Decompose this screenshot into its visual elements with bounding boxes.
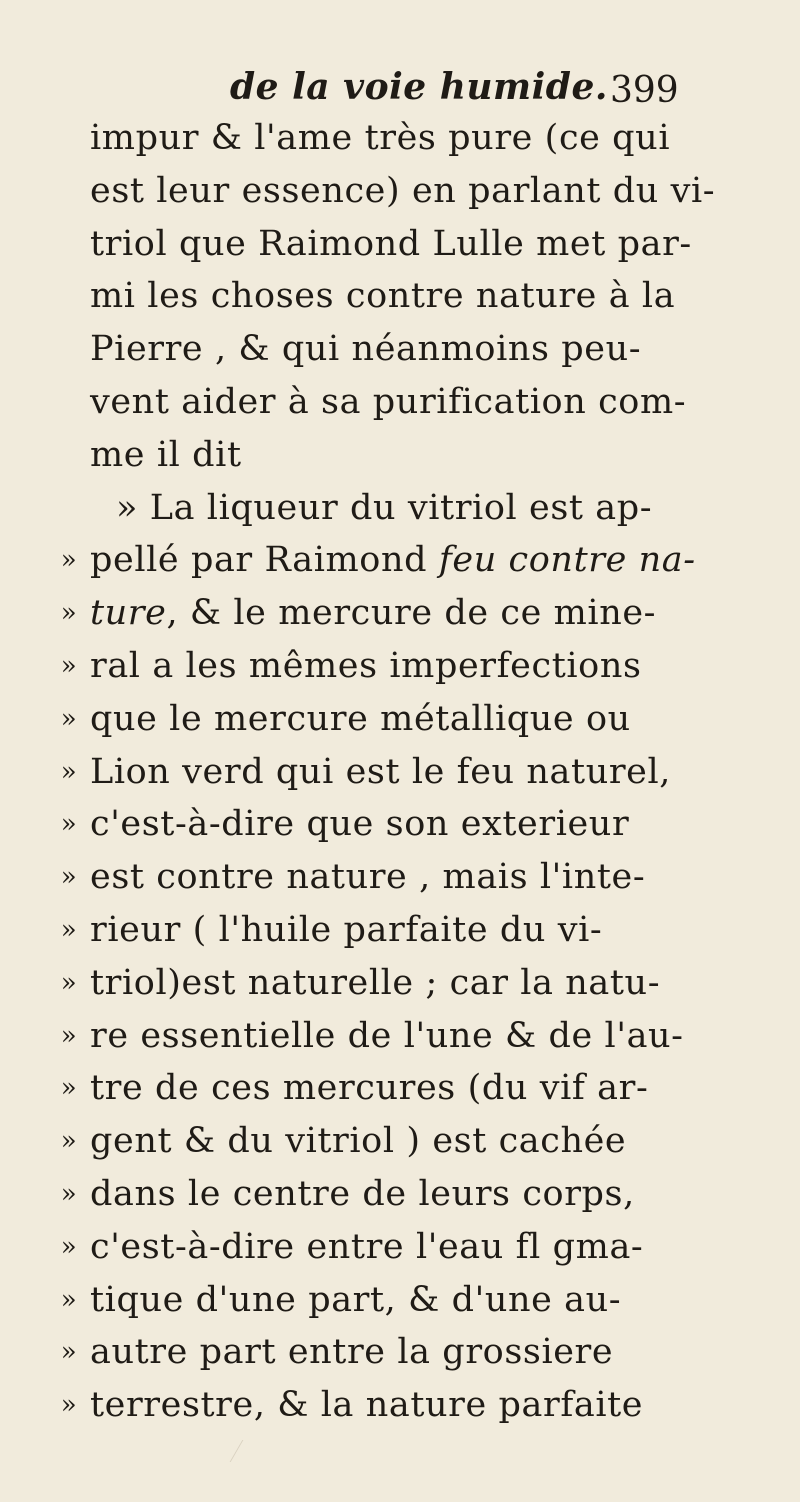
quote-mark: » <box>60 1284 78 1315</box>
italic-term: feu contre na- <box>438 540 696 581</box>
text-line: vent aider à sa purification com- <box>90 381 687 422</box>
quoted-line: » dans le centre de leurs corps, <box>90 1168 730 1221</box>
page-header <box>0 56 800 116</box>
quote-mark: » <box>60 703 78 734</box>
quoted-line: » pellé par Raimond feu contre na- <box>90 534 730 587</box>
quoted-line: » gent & du vitriol ) est cachée <box>90 1115 730 1168</box>
quote-mark: » <box>60 1020 78 1051</box>
quoted-line: » triol)est naturelle ; car la natu- <box>90 957 730 1010</box>
quote-mark: » <box>60 545 78 576</box>
text-line: me il dit <box>90 434 242 475</box>
quote-mark: » <box>60 967 78 998</box>
quote-mark: » <box>60 1178 78 1209</box>
text-line: Pierre , & qui néanmoins peu- <box>90 329 642 370</box>
quote-mark: » <box>60 1337 78 1368</box>
quote-mark: » <box>60 598 78 629</box>
text-line: triol que Raimond Lulle met par- <box>90 223 692 264</box>
quoted-line: » ture, & le mercure de ce mine- <box>90 587 730 640</box>
text-line: mi les choses contre nature à la <box>90 276 676 317</box>
quote-mark: » <box>60 1231 78 1262</box>
quoted-line: » terrestre, & la nature parfaite <box>90 1379 730 1432</box>
paper-mark <box>230 1440 260 1462</box>
quoted-line: » est contre nature , mais l'inte- <box>90 851 730 904</box>
page-number: 399 <box>610 70 679 111</box>
quoted-line: » rieur ( l'huile parfaite du vi- <box>90 904 730 957</box>
italic-term: ture <box>90 593 167 634</box>
text-body <box>60 112 730 1432</box>
quoted-line: » tre de ces mercures (du vif ar- <box>90 1062 730 1115</box>
quote-mark: » <box>60 650 78 681</box>
quote-mark: » <box>60 862 78 893</box>
quote-mark: » <box>60 809 78 840</box>
quoted-line: » c'est-à-dire que son exterieur <box>90 798 730 851</box>
quote-mark: » <box>60 1126 78 1157</box>
quoted-line: » re essentielle de l'une & de l'au- <box>90 1010 730 1063</box>
quoted-line: » Lion verd qui est le feu naturel, <box>90 746 730 799</box>
quote-mark: » <box>60 914 78 945</box>
quote-mark: » <box>60 1390 78 1421</box>
quoted-line: » ral a les mêmes imperfections <box>90 640 730 693</box>
text-line: impur & l'ame très pure (ce qui <box>90 118 671 158</box>
text-line: est leur essence) en parlant du vi- <box>90 170 716 211</box>
quote-start-line: » La liqueur du vitriol est ap- <box>116 487 653 528</box>
quote-mark: » <box>60 1073 78 1104</box>
quoted-line: » c'est-à-dire entre l'eau fl gma- <box>90 1221 730 1274</box>
running-title: de la voie humide. <box>230 66 608 108</box>
quoted-line: » que le mercure métallique ou <box>90 693 730 746</box>
quote-mark: » <box>60 756 78 787</box>
quoted-line: » tique d'une part, & d'une au- <box>90 1274 730 1327</box>
quoted-line: » autre part entre la grossiere <box>90 1326 730 1379</box>
